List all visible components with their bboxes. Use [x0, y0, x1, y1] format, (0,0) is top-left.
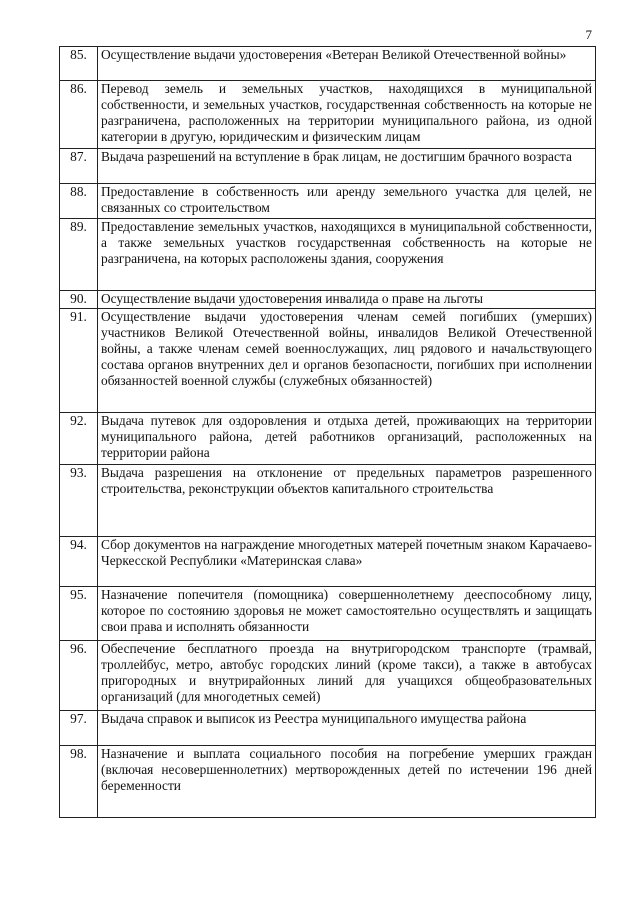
- row-text: Выдача справок и выписок из Реестра муниципального имущества района: [98, 711, 596, 746]
- row-text: Перевод земель и земельных участков, находящихся в муниципальной собственности, и земельных участков, государственная собственность на которые не разграничена, расположенных на территории муниципального района, из одной категории в другую, юридическим и физическим лицам: [98, 81, 596, 149]
- table-row: [60, 711, 596, 746]
- row-text: Назначение попечителя (помощника) совершеннолетнему дееспособному лицу, которое по состоянию здоровья не может самостоятельно осуществлять и защищать свои права и исполнять обязанности: [98, 587, 596, 641]
- row-number: 91.: [60, 309, 98, 413]
- table-row: [60, 291, 596, 309]
- row-number: 88.: [60, 184, 98, 219]
- row-number: 97.: [60, 711, 98, 746]
- table-row: [60, 641, 596, 711]
- row-number: 89.: [60, 219, 98, 291]
- row-number: 92.: [60, 413, 98, 465]
- row-number: 87.: [60, 149, 98, 184]
- row-text: Сбор документов на награждение многодетных матерей почетным знаком Карачаево-Черкесской Республики «Материнская слава»: [98, 537, 596, 587]
- row-number: 85.: [60, 47, 98, 81]
- page-number: 7: [585, 27, 592, 42]
- table-row: [60, 184, 596, 219]
- table-row: [60, 81, 596, 149]
- services-table: [59, 46, 596, 818]
- table-row: [60, 47, 596, 81]
- row-text: Выдача разрешений на вступление в брак лицам, не достигшим брачного возраста: [98, 149, 596, 184]
- row-text: Предоставление в собственность или аренду земельного участка для целей, не связанных со строительством: [98, 184, 596, 219]
- row-number: 98.: [60, 746, 98, 818]
- row-number: 94.: [60, 537, 98, 587]
- row-text: Обеспечение бесплатного проезда на внутригородском транспорте (трамвай, троллейбус, метро, автобус городских линий (кроме такси), а также в автобусах пригородных и внутрирайонных линий для учащихся общеобразовательных организаций (для многодетных семей): [98, 641, 596, 711]
- row-number: 90.: [60, 291, 98, 309]
- row-number: 95.: [60, 587, 98, 641]
- row-text: Предоставление земельных участков, находящихся в муниципальной собственности, а также земельных участков государственная собственность на которые не разграничена, на которых расположены здания, сооружения: [98, 219, 596, 291]
- table-row: [60, 587, 596, 641]
- row-text: Осуществление выдачи удостоверения инвалида о праве на льготы: [98, 291, 596, 309]
- row-text: Осуществление выдачи удостоверения членам семей погибших (умерших) участников Великой Отечественной войны, инвалидов Великой Отечественной войны, а также членам семей военнослужащих, лиц рядового и начальствующего состава органов внутренних дел и органов безопасности, погибших при исполнении обязанностей военной службы (служебных обязанностей): [98, 309, 596, 413]
- table-row: [60, 149, 596, 184]
- table-row: [60, 413, 596, 465]
- table-row: [60, 219, 596, 291]
- table-row: [60, 465, 596, 537]
- row-text: Осуществление выдачи удостоверения «Ветеран Великой Отечественной войны»: [98, 47, 596, 81]
- row-number: 96.: [60, 641, 98, 711]
- row-number: 86.: [60, 81, 98, 149]
- row-text: Выдача разрешения на отклонение от предельных параметров разрешенного строительства, реконструкции объектов капитального строительства: [98, 465, 596, 537]
- table-row: [60, 746, 596, 818]
- row-text: Выдача путевок для оздоровления и отдыха детей, проживающих на территории муниципального района, детей работников организаций, расположенных на территории района: [98, 413, 596, 465]
- row-number: 93.: [60, 465, 98, 537]
- table-row: [60, 309, 596, 413]
- row-text: Назначение и выплата социального пособия на погребение умерших граждан (включая несовершеннолетних) мертворожденных детей по истечении 196 дней беременности: [98, 746, 596, 818]
- table-row: [60, 537, 596, 587]
